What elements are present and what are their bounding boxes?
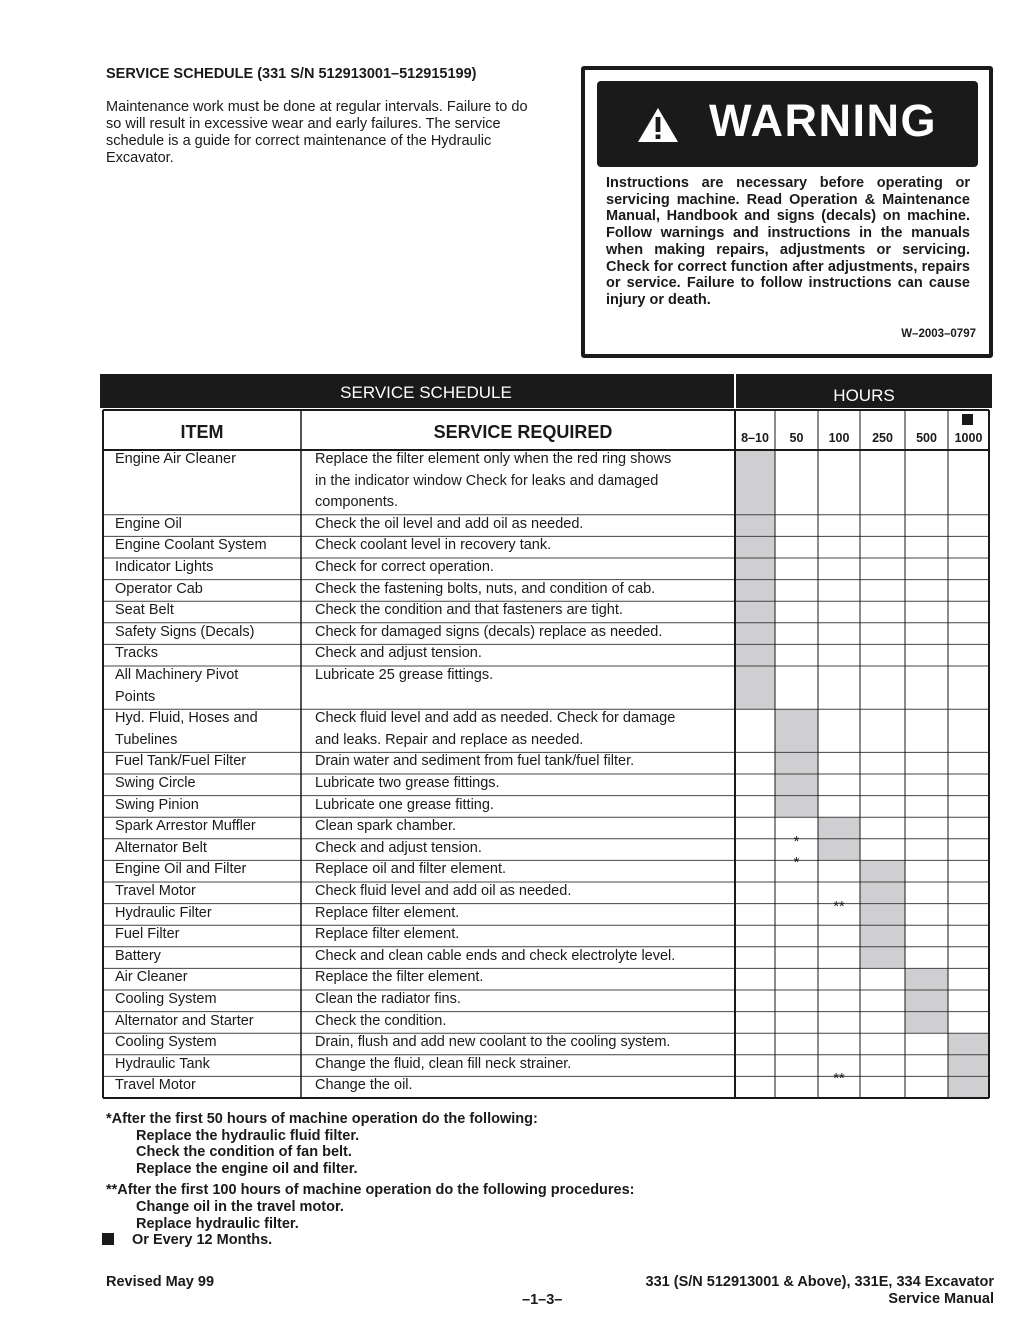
service-cell: Clean the radiator fins. bbox=[315, 991, 461, 1007]
hour-shade-cell bbox=[860, 882, 905, 904]
note-50-hours-title: *After the first 50 hours of machine operation do the following: bbox=[106, 1111, 538, 1127]
item-cell: Spark Arrestor Muffler bbox=[115, 818, 256, 835]
hour-shade-cell bbox=[905, 968, 948, 990]
item-cell: Tracks bbox=[115, 645, 158, 662]
hour-shade-cell bbox=[948, 1033, 989, 1055]
note-item: Change oil in the travel motor. bbox=[136, 1198, 344, 1215]
manual-title bbox=[646, 1274, 994, 1308]
service-cell: Lubricate one grease fitting. bbox=[315, 796, 494, 813]
item-cell: Hydraulic Tank bbox=[115, 1055, 210, 1072]
note-item: Replace the hydraulic fluid filter. bbox=[136, 1127, 360, 1144]
hour-shade-cell bbox=[860, 904, 905, 926]
item-cell: Indicator Lights bbox=[115, 559, 214, 575]
item-cell: Air Cleaner bbox=[115, 969, 188, 986]
manual-line: Service Manual bbox=[888, 1291, 994, 1307]
service-cell: Check the condition and that fasteners are tight. bbox=[315, 602, 623, 619]
warning-banner bbox=[597, 81, 978, 167]
service-cell: Drain water and sediment from fuel tank/fuel filter. bbox=[315, 753, 635, 770]
hour-shade-cell bbox=[775, 709, 818, 752]
item-cell: Swing Circle bbox=[115, 775, 196, 791]
item-cell: Travel Motor bbox=[115, 883, 196, 899]
service-cell: Drain, flush and add new coolant to the cooling system. bbox=[315, 1034, 671, 1051]
warning-text: Instructions are necessary before operating or servicing machine. Read Operation & Maintenance Manual, Handbook and signs (decals) on machine. Follow warnings and instructions in the manuals when making repairs, adjustments or servicing. Check for correct function after adjustments, repairs or service. Failure to follow instructions can cause injury or death. bbox=[606, 175, 970, 308]
service-cell: Check and adjust tension. bbox=[315, 645, 482, 662]
service-cell: Check the condition. bbox=[315, 1012, 447, 1029]
hour-shade-cell bbox=[860, 947, 905, 969]
hour-shade-cell bbox=[735, 515, 775, 537]
hour-shade-cell bbox=[775, 774, 818, 796]
hour-shade-cell bbox=[775, 796, 818, 818]
hour-shade-cell bbox=[818, 839, 860, 861]
item-cell: Engine Coolant System bbox=[115, 537, 267, 554]
hour-shade-cell bbox=[735, 536, 775, 558]
model-line: 331 (S/N 512913001 & Above), 331E, 334 Excavator bbox=[645, 1274, 994, 1290]
hour-shade-cell bbox=[860, 860, 905, 882]
item-cell: Operator Cab bbox=[115, 580, 203, 597]
intro-paragraph: Maintenance work must be done at regular intervals. Failure to do so will result in excessive wear and early failures. The service schedule is a guide for correct maintenance of the Hydraulic Excavator. bbox=[106, 99, 528, 166]
item-cell: Fuel Tank/Fuel Filter bbox=[115, 753, 247, 770]
hour-shade-cell bbox=[948, 1076, 989, 1098]
service-cell: Check coolant level in recovery tank. bbox=[315, 537, 552, 554]
service-cell: Check the fastening bolts, nuts, and condition of cab. bbox=[315, 580, 656, 597]
asterisk-marker: * bbox=[793, 855, 800, 872]
hour-column-label: 100 bbox=[828, 431, 850, 445]
hour-column-label: 8–10 bbox=[741, 431, 769, 445]
service-cell: Lubricate two grease fittings. bbox=[315, 775, 500, 791]
item-cell: Battery bbox=[115, 947, 161, 964]
note-100-hours-title: **After the first 100 hours of machine operation do the following procedures: bbox=[106, 1182, 635, 1199]
hour-shade-cell bbox=[905, 990, 948, 1012]
item-cell: Alternator Belt bbox=[115, 839, 207, 856]
item-cell: Swing Pinion bbox=[115, 796, 199, 813]
service-cell: Replace the filter element. bbox=[315, 969, 484, 986]
hour-shade-cell bbox=[860, 925, 905, 947]
hour-shade-cell bbox=[735, 450, 775, 515]
square-bullet-icon bbox=[102, 1233, 114, 1245]
service-required-header: SERVICE REQUIRED bbox=[433, 422, 613, 442]
revised-date: Revised May 99 bbox=[106, 1274, 215, 1290]
item-cell: Cooling System bbox=[115, 991, 217, 1007]
hour-column-label: 50 bbox=[789, 431, 804, 445]
item-cell: Alternator and Starter bbox=[115, 1012, 254, 1029]
service-cell: Replace oil and filter element. bbox=[315, 861, 507, 878]
schedule-title: SERVICE SCHEDULE bbox=[340, 383, 512, 402]
hour-column-label: 1000 bbox=[954, 431, 983, 445]
warning-box bbox=[581, 66, 993, 358]
hour-shade-cell bbox=[905, 1012, 948, 1034]
warning-code: W–2003–0797 bbox=[901, 328, 976, 340]
item-cell: All Machinery Pivot Points bbox=[115, 667, 239, 705]
service-cell: Check and adjust tension. bbox=[315, 839, 482, 856]
item-cell: Fuel Filter bbox=[115, 926, 180, 943]
hours-title: HOURS bbox=[833, 386, 895, 405]
service-cell: Change the fluid, clean fill neck strainer. bbox=[315, 1055, 572, 1072]
hour-shade-cell bbox=[735, 558, 775, 580]
page-number: –1–3– bbox=[522, 1292, 563, 1308]
hour-shade-cell bbox=[818, 817, 860, 839]
item-cell: Safety Signs (Decals) bbox=[115, 623, 255, 640]
item-cell: Engine Air Cleaner bbox=[115, 451, 236, 467]
hour-shade-cell bbox=[735, 580, 775, 602]
note-item: Replace the engine oil and filter. bbox=[136, 1160, 358, 1177]
item-cell: Hyd. Fluid, Hoses and Tubelines bbox=[115, 710, 258, 748]
item-cell: Travel Motor bbox=[115, 1077, 196, 1094]
page-heading: SERVICE SCHEDULE (331 S/N 512913001–512915199) bbox=[106, 66, 477, 82]
note-item: Replace hydraulic filter. bbox=[136, 1215, 299, 1232]
item-cell: Engine Oil and Filter bbox=[115, 861, 247, 878]
service-cell: Clean spark chamber. bbox=[315, 818, 457, 835]
service-cell: Replace the filter element only when the red ring shows in the indicator window Check for leaks and damaged components. bbox=[315, 451, 672, 511]
service-cell: Check for correct operation. bbox=[315, 559, 494, 575]
warning-triangle-icon bbox=[637, 107, 679, 143]
service-cell: Change the oil. bbox=[315, 1077, 413, 1094]
hour-shade-cell bbox=[735, 666, 775, 709]
footnotes bbox=[106, 1111, 806, 1249]
hour-shade-cell bbox=[775, 752, 818, 774]
asterisk-marker: ** bbox=[833, 898, 845, 915]
service-cell: Replace filter element. bbox=[315, 926, 460, 943]
square-bullet-icon bbox=[962, 414, 973, 425]
service-schedule-table bbox=[100, 374, 992, 1105]
note-item: Check the condition of fan belt. bbox=[136, 1144, 352, 1161]
service-cell: Check the oil level and add oil as needed. bbox=[315, 515, 584, 532]
service-cell: Lubricate 25 grease fittings. bbox=[315, 667, 494, 683]
note-12-months: Or Every 12 Months. bbox=[132, 1232, 273, 1249]
hour-column-label: 500 bbox=[916, 431, 937, 445]
hour-shade-cell bbox=[735, 623, 775, 645]
service-cell: Replace filter element. bbox=[315, 904, 460, 921]
service-cell: Check fluid level and add oil as needed. bbox=[315, 883, 572, 899]
hour-shade-cell bbox=[948, 1055, 989, 1077]
item-cell: Hydraulic Filter bbox=[115, 904, 212, 921]
hour-shade-cell bbox=[735, 644, 775, 666]
item-cell: Cooling System bbox=[115, 1034, 217, 1051]
hour-column-label: 250 bbox=[872, 431, 893, 445]
item-header: ITEM bbox=[180, 422, 224, 442]
service-cell: Check for damaged signs (decals) replace as needed. bbox=[315, 623, 663, 640]
service-cell: Check and clean cable ends and check electrolyte level. bbox=[315, 947, 676, 964]
item-cell: Seat Belt bbox=[115, 602, 174, 619]
asterisk-marker: * bbox=[793, 833, 800, 850]
service-cell: Check fluid level and add as needed. Check for damage and leaks. Repair and replace as needed. bbox=[315, 710, 676, 748]
hour-shade-cell bbox=[735, 601, 775, 623]
warning-title: WARNING bbox=[709, 95, 937, 146]
item-cell: Engine Oil bbox=[115, 515, 182, 532]
asterisk-marker: ** bbox=[833, 1071, 845, 1088]
